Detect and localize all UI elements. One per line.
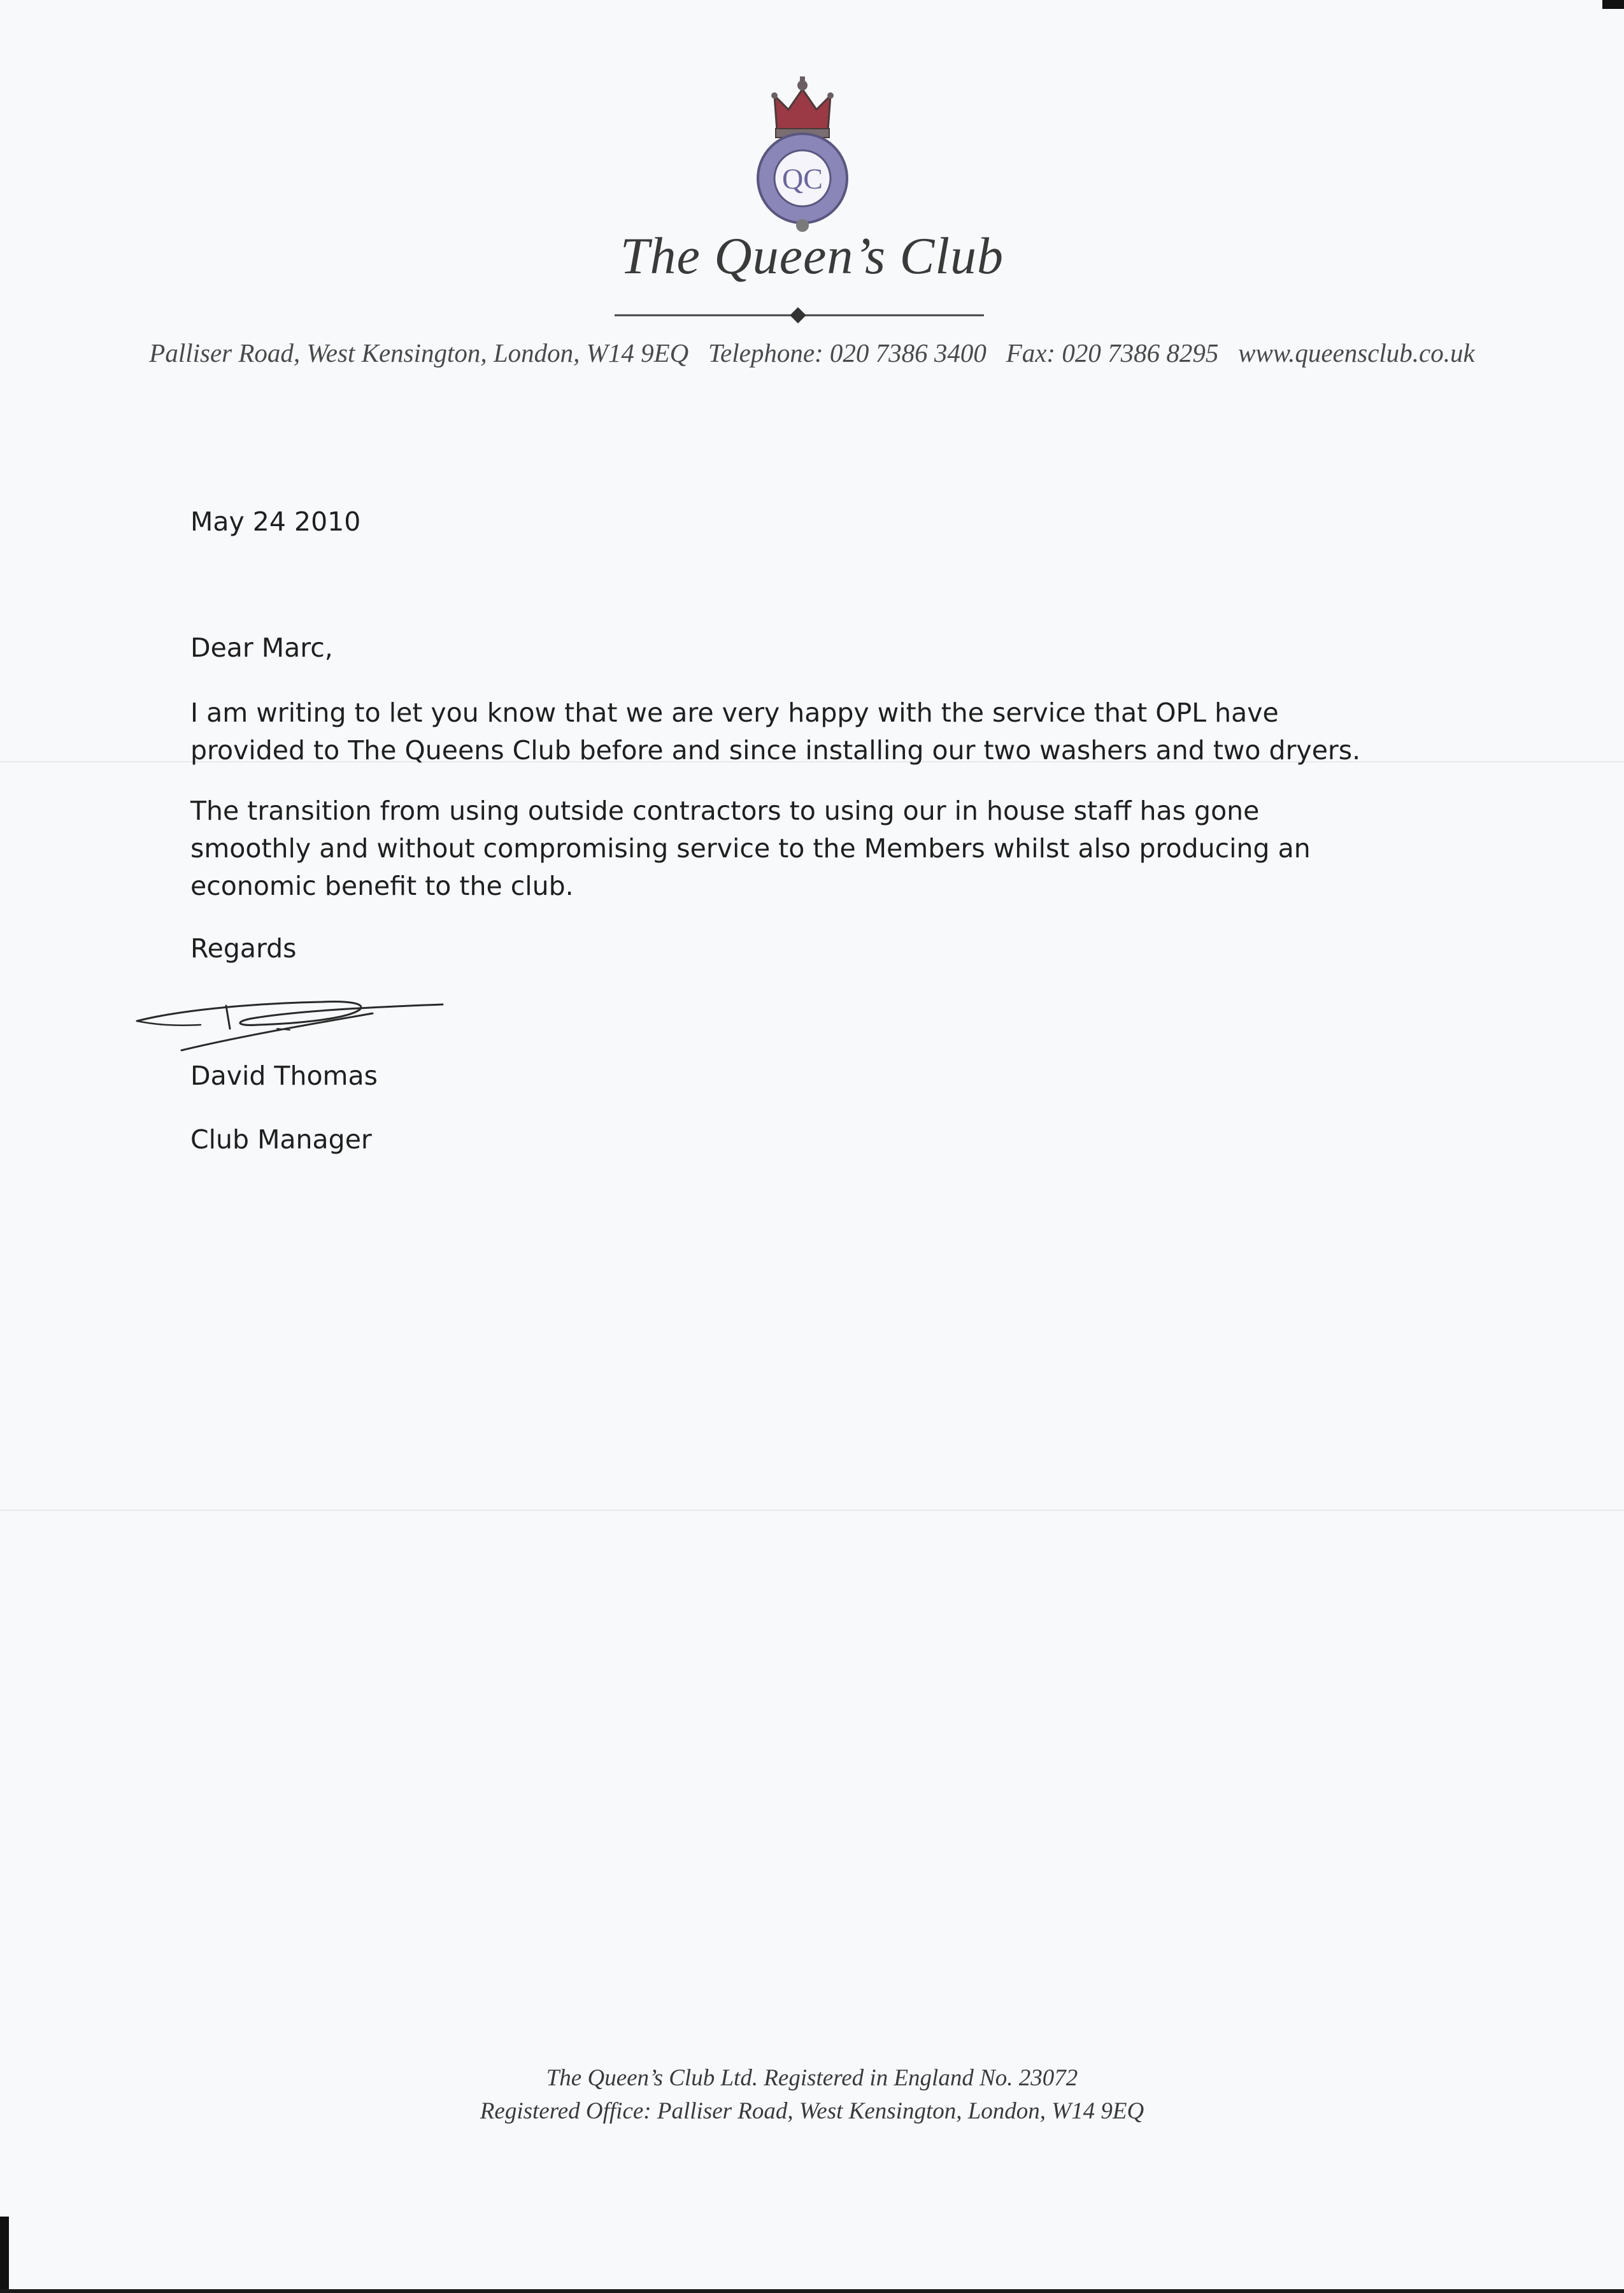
signatory-title: Club Manager — [190, 1124, 372, 1155]
letterhead-contact-line — [0, 338, 1624, 368]
letterhead-telephone: Telephone: 020 7386 3400 — [708, 338, 987, 368]
signatory-name: David Thomas — [190, 1061, 378, 1091]
letterhead-fax: Fax: 020 7386 8295 — [1006, 338, 1219, 368]
paragraph-2-line-2: smoothly and without compromising service to the Members whilst also producing an — [190, 833, 1311, 864]
letter-paragraph-1 — [190, 694, 1360, 769]
paragraph-2-line-3: economic benefit to the club. — [190, 871, 574, 901]
club-name-heading: The Queen’s Club — [620, 227, 1004, 285]
footer-registration: The Queen’s Club Ltd. Registered in England No. 23072 — [546, 2065, 1078, 2091]
scan-edge-left — [0, 2217, 9, 2293]
header-divider — [615, 306, 984, 325]
handwritten-signature — [131, 984, 449, 1061]
fold-line-lower — [0, 1510, 1624, 1511]
letterhead-website: www.queensclub.co.uk — [1238, 338, 1475, 368]
crown-icon — [771, 76, 834, 138]
paragraph-1-line-2: provided to The Queens Club before and since installing our two washers and two dryers. — [190, 735, 1361, 766]
letter-salutation: Dear Marc, — [190, 632, 333, 663]
club-crest-logo — [751, 70, 853, 236]
letter-closing: Regards — [190, 933, 297, 964]
paragraph-1-line-1: I am writing to let you know that we are very happy with the service that OPL have — [190, 697, 1279, 728]
letter-paragraph-2 — [190, 792, 1311, 905]
crest-lettering: QC — [782, 162, 823, 195]
letter-date: May 24 2010 — [190, 506, 361, 537]
paragraph-2-line-1: The transition from using outside contractors to using our in house staff has gone — [190, 796, 1260, 826]
scan-edge-bottom — [0, 2289, 1624, 2293]
letter-footer — [0, 2062, 1624, 2128]
letterhead-address: Palliser Road, West Kensington, London, W14 9EQ — [149, 338, 689, 368]
footer-registered-office: Registered Office: Palliser Road, West Kensington, London, W14 9EQ — [480, 2098, 1144, 2124]
scan-edge-right — [1602, 0, 1624, 9]
